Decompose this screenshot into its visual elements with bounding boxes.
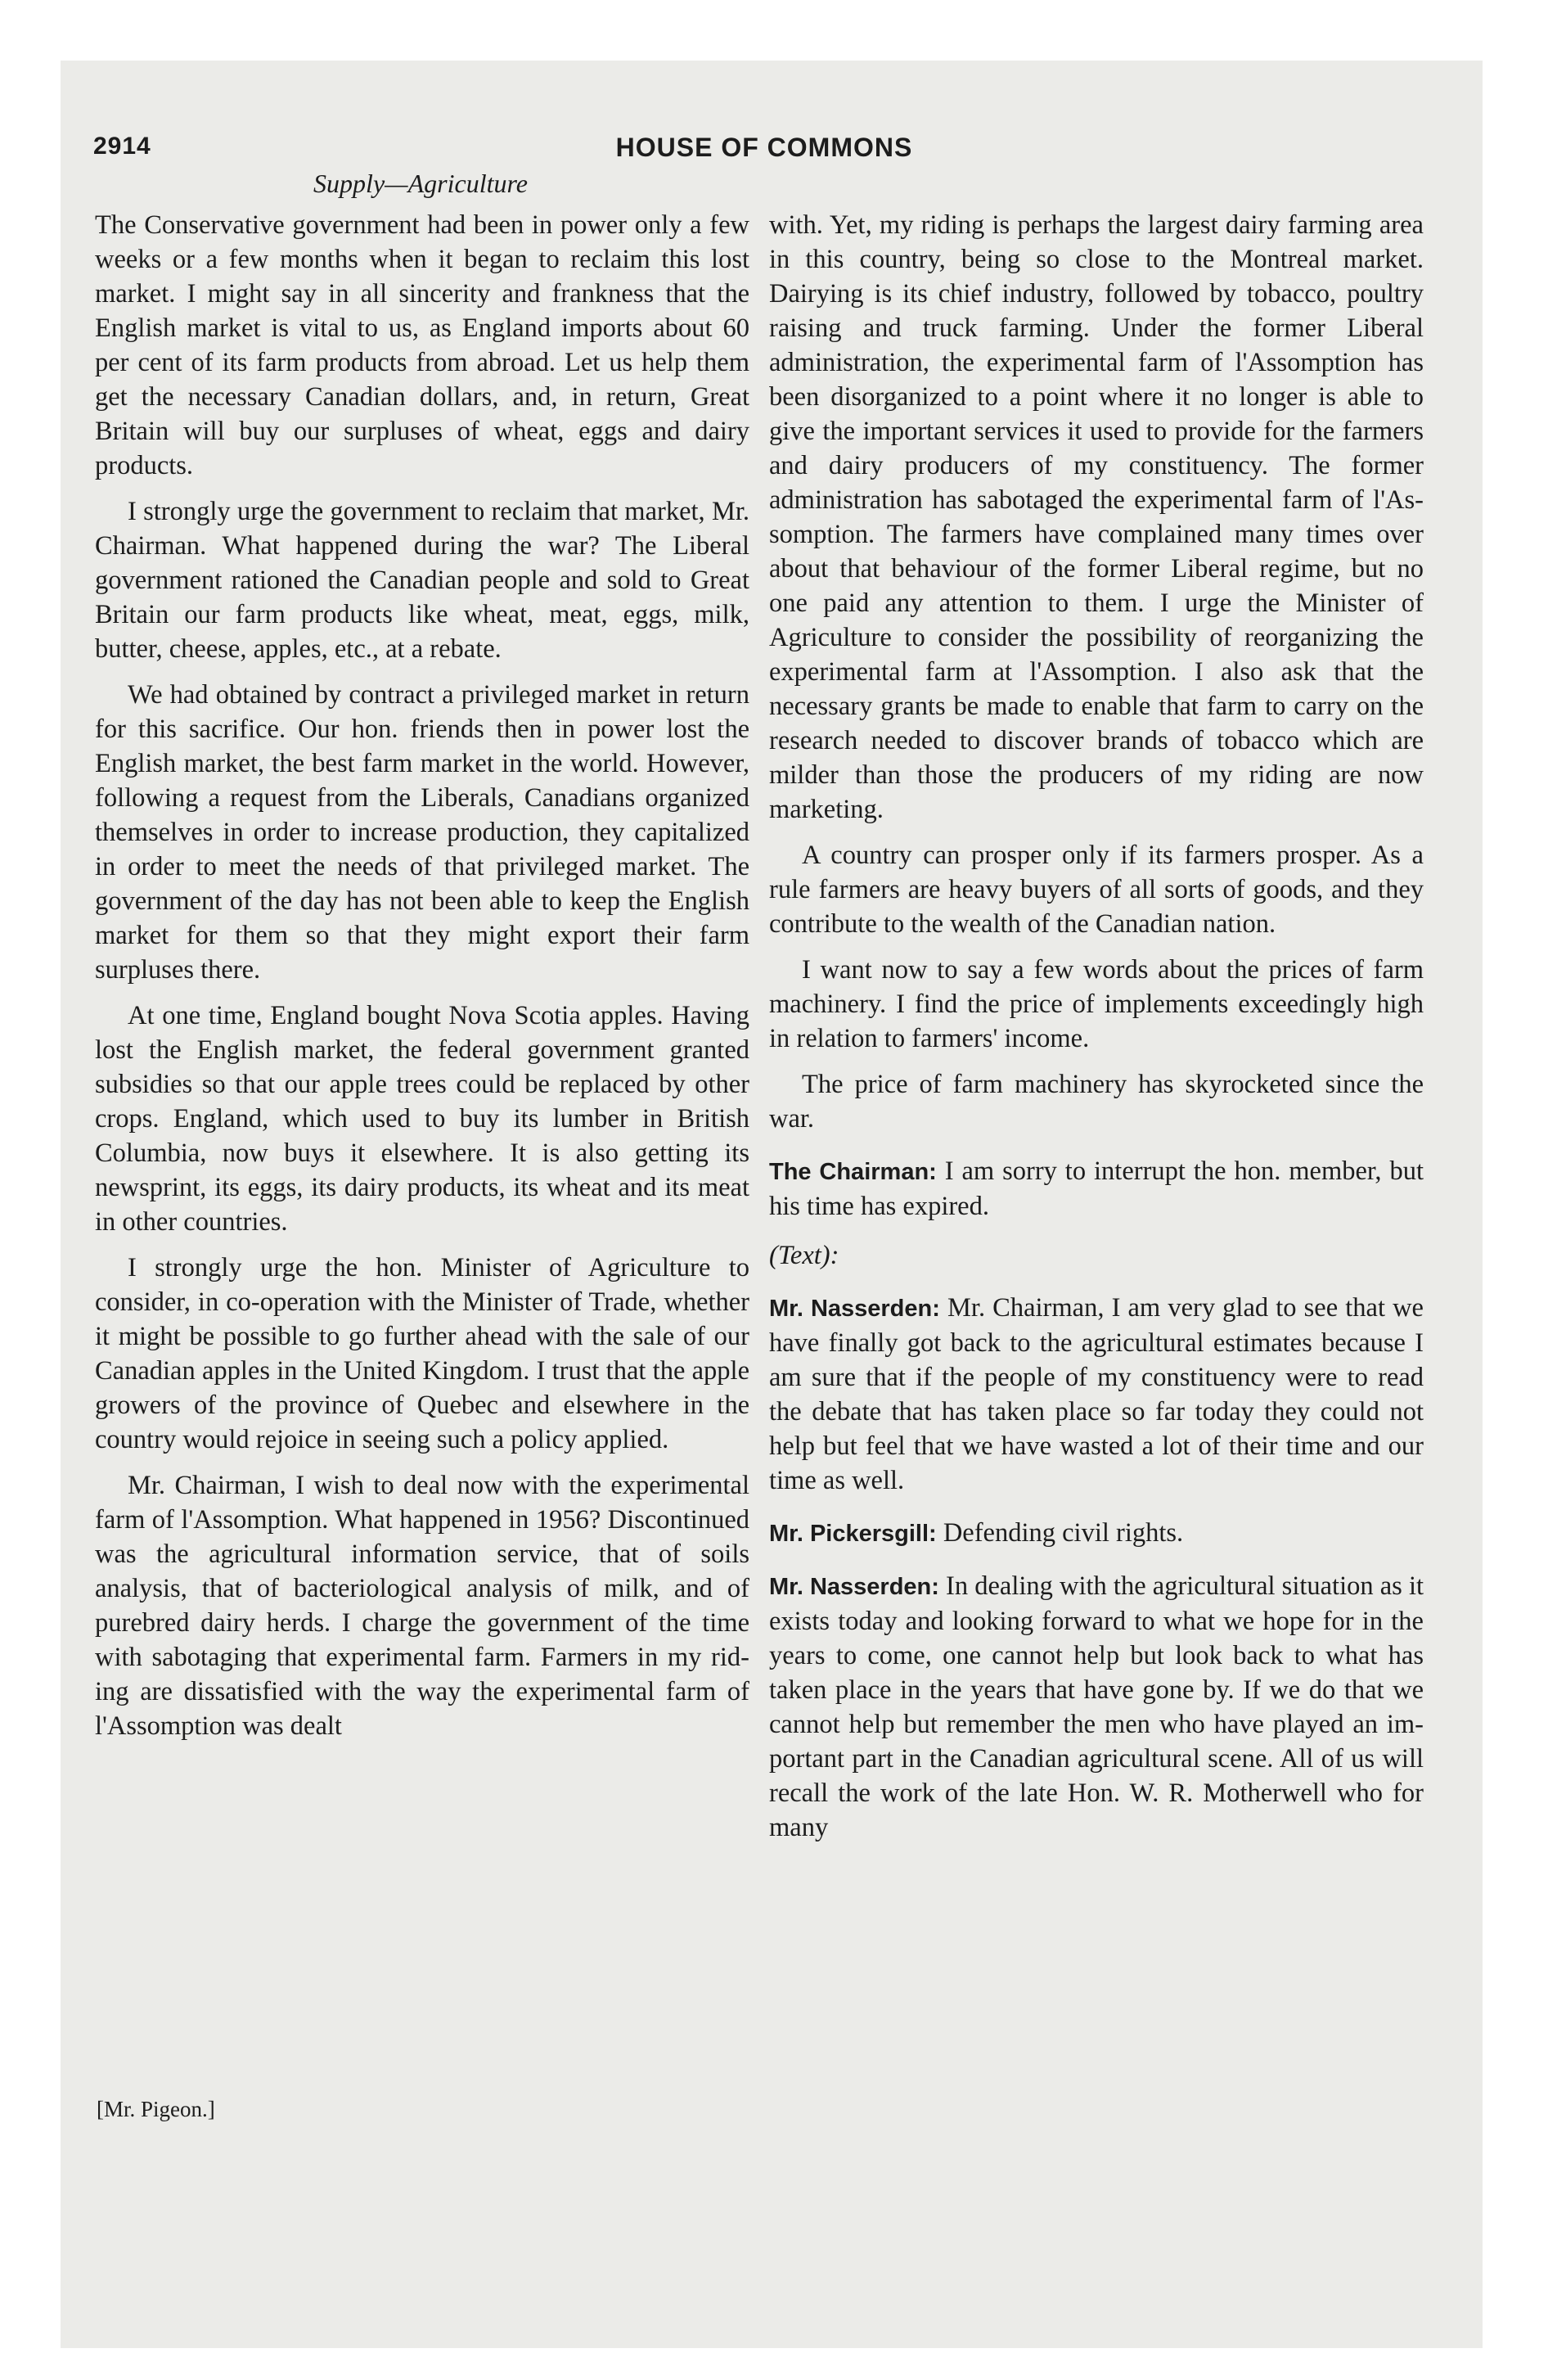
speech-text: Mr. Chairman, I am very glad to see that we have finally got back to the agricultural estimates because I am sure that if the people of my constituency were to read the debate that has taken place so far today they could not help but feel that we have wasted a lot of their time and our time as well. <box>769 1293 1424 1495</box>
right-column <box>769 208 1424 1856</box>
speaker-name: Mr. Pickersgill: <box>769 1521 937 1547</box>
speech-text: In dealing with the agricultural situation as it exists today and looking forward to what we hope for in the years to come, one cannot help but look back to what has taken place in the years that have gone by. If we do that we cannot help but remember the men who have played an important part in the Canadian agricultural scene. All of us will recall the work of the late Hon. W. R. Motherwell who for many <box>769 1571 1424 1842</box>
speech-nasserden-2 <box>769 1569 1424 1845</box>
paragraph: Mr. Chairman, I wish to deal now with the experimental farm of l'Assomption. What happened in 1956? Discontinued was the agricultural information service, that of soils analysis, that of bacteriological analysis of milk, and of purebred dairy herds. I charge the government of the time with sabotaging that experimental farm. Farmers in my riding are dissatisfied with the way the experimental farm of l'Assomption was dealt <box>95 1471 749 1741</box>
speaker-reference: [Mr. Pigeon.] <box>97 2097 215 2121</box>
speech-chairman <box>769 1154 1424 1224</box>
paragraph: A country can prosper only if its farmers prosper. As a rule farmers are heavy buyers of all sorts of goods, and they contribute to the wealth of the Canadian nation. <box>769 841 1424 939</box>
speaker-name: Mr. Nasserden: <box>769 1296 940 1322</box>
left-column <box>95 208 749 1755</box>
speech-nasserden-1 <box>769 1291 1424 1498</box>
paragraph: The Conservative government had been in power only a few weeks or a few months when it began to reclaim this lost market. I might say in all sincerity and frankness that the English market is vital to us, as England imports about 60 per cent of its farm products from abroad. Let us help them get the necessary Canadian dollars, and, in return, Great Britain will buy our surpluses of wheat, eggs and dairy products. <box>95 210 749 480</box>
paragraph: We had obtained by contract a privileged market in return for this sacrifice. Our hon. friends then in power lost the English market, the best farm market in the world. However, following a request from the Liberals, Canadians organized themselves in order to increase production, they capitalized in order to meet the needs of that privileged market. The government of the day has not been able to keep the English market for them so that they might export their farm surpluses there. <box>95 680 749 985</box>
speaker-name: Mr. Nasserden: <box>769 1574 939 1600</box>
speech-pickersgill <box>769 1516 1424 1551</box>
speech-text: I am sorry to interrupt the hon. member, but his time has expired. <box>769 1156 1424 1221</box>
speech-text: Defending civil rights. <box>936 1518 1184 1548</box>
text-note: (Text): <box>769 1241 839 1270</box>
paragraph: At one time, England bought Nova Scotia apples. Having lost the English market, the federal government granted subsidies so that our apple trees could be replaced by other crops. England, which used to buy its lumber in British Columbia, now buys it elsewhere. It is also getting its newsprint, its eggs, its dairy products, its wheat and its meat in other countries. <box>95 1001 749 1237</box>
paragraph: I strongly urge the hon. Minister of Agriculture to consider, in co-operation with the Minister of Trade, whether it might be possible to go further ahead with the sale of our Canadian apples in the United Kingdom. I trust that the apple growers of the province of Quebec and elsewhere in the country would rejoice in seeing such a policy applied. <box>95 1253 749 1454</box>
paragraph: The price of farm machinery has skyrocketed since the war. <box>769 1070 1424 1134</box>
page-number: 2914 <box>93 133 151 160</box>
paragraph: I want now to say a few words about the prices of farm machinery. I find the price of implements exceedingly high in relation to farmers' income. <box>769 955 1424 1053</box>
speaker-name: The Chairman: <box>769 1159 937 1185</box>
section-subhead: Supply—Agriculture <box>313 169 528 198</box>
paragraph: with. Yet, my riding is perhaps the largest dairy farming area in this country, being so close to the Montreal market. Dairying is its chief industry, followed by tobacco, poultry raising and truck farming. Under the former Liberal administration, the experimental farm of l'Assomption has been disorganized to a point where it no longer is able to give the important services it used to provide for the farmers and dairy producers of my constituency. The former administration has sabotaged the experimental farm of l'Assomption. The farmers have complained many times over about that behaviour of the former Liberal regime, but no one paid any attention to them. I urge the Minister of Agriculture to consider the possibility of reorganizing the experimental farm at l'Assomption. I also ask that the necessary grants be made to enable that farm to carry on the research needed to discover brands of tobacco which are milder than those the producers of my riding are now marketing. <box>769 210 1424 824</box>
running-head: HOUSE OF COMMONS <box>615 133 913 162</box>
paragraph: I strongly urge the government to reclaim that market, Mr. Chairman. What happened during the war? The Liberal government rationed the Canadian people and sold to Great Britain our farm products like wheat, meat, eggs, milk, butter, cheese, apples, etc., at a rebate. <box>95 497 749 664</box>
